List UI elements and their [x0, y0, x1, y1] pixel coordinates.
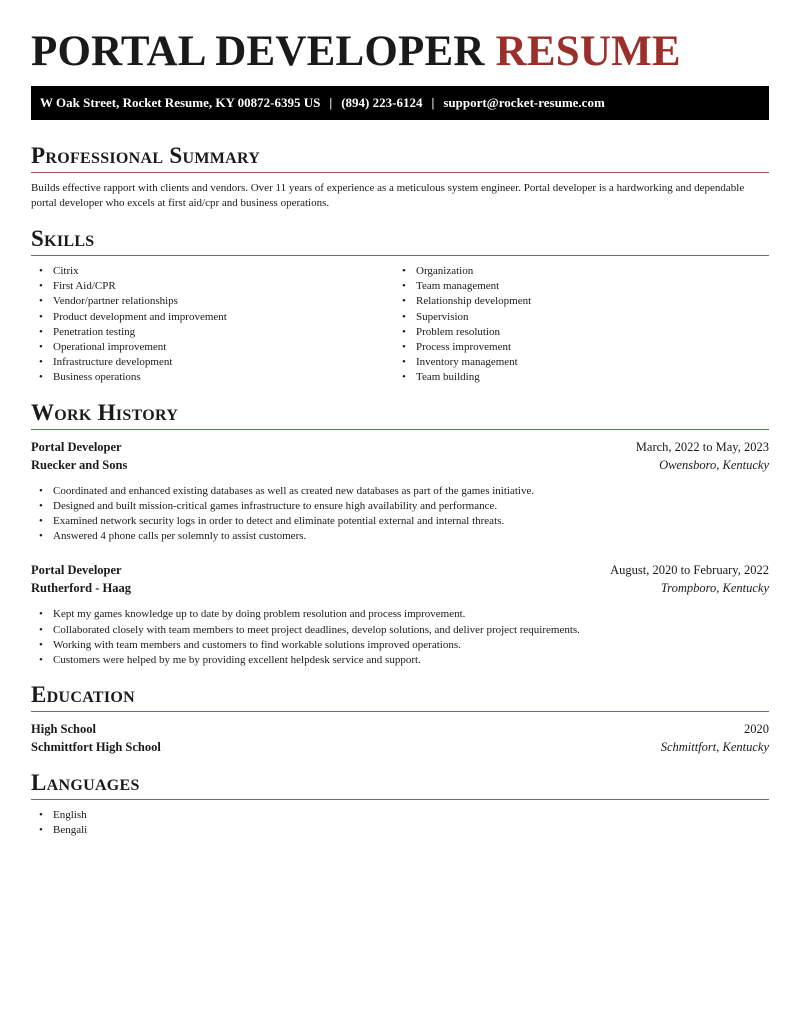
education-divider [31, 711, 769, 712]
job-location: Owensboro, Kentucky [659, 457, 769, 472]
skill-item: • Relationship development [394, 294, 757, 309]
title-main: PORTAL DEVELOPER [31, 28, 485, 75]
contact-email[interactable]: support@rocket-resume.com [443, 95, 605, 110]
summary-text: Builds effective rapport with clients and vendors. Over 11 years of experience as a meticulous system engineer. Portal developer is a hardworking and dependable portal developer who excels at first aid/cpr and business operations. [31, 182, 745, 209]
education-school: Schmittfort High School [31, 740, 161, 755]
job-dates: August, 2020 to February, 2022 [610, 563, 769, 578]
contact-separator: | [431, 95, 435, 110]
job-entry [31, 561, 769, 668]
education-location: Schmittfort, Kentucky [660, 740, 769, 755]
skill-item: • Operational improvement [31, 340, 394, 355]
education-year: 2020 [744, 722, 769, 737]
skills-divider [31, 255, 769, 256]
job-bullets [31, 484, 769, 545]
contact-address: W Oak Street, Rocket Resume, KY 00872-6395 US [40, 95, 321, 110]
skill-item: • Organization [394, 264, 757, 279]
skill-item: • Product development and improvement [31, 310, 394, 325]
education-header [31, 720, 769, 738]
work-divider [31, 429, 769, 430]
skill-item: • Supervision [394, 310, 757, 325]
skills-left-column [31, 264, 394, 386]
skill-item: • Problem resolution [394, 325, 757, 340]
skill-item: • Infrastructure development [31, 355, 394, 370]
job-title: Portal Developer [31, 563, 122, 578]
list-item: • Answered 4 phone calls per solemnly to assist customers. [31, 529, 769, 544]
job-title: Portal Developer [31, 439, 122, 454]
skills-list [31, 264, 769, 386]
education-heading: Education [31, 682, 135, 708]
job-subheader [31, 456, 769, 474]
list-item: • Bengali [31, 823, 769, 838]
job-header [31, 561, 769, 579]
languages-divider [31, 799, 769, 800]
contact-phone: (894) 223-6124 [341, 95, 423, 110]
summary-divider [31, 172, 769, 173]
title-accent: RESUME [495, 28, 681, 75]
contact-bar [31, 86, 769, 120]
list-item: • Customers were helped by me by providing excellent helpdesk service and support. [31, 653, 769, 668]
job-subheader [31, 579, 769, 597]
skill-item: • Vendor/partner relationships [31, 294, 394, 309]
skill-item: • Team management [394, 279, 757, 294]
skill-item: • Citrix [31, 264, 394, 279]
education-degree: High School [31, 722, 96, 737]
skill-item: • Business operations [31, 370, 394, 385]
education-entry [31, 720, 769, 756]
job-header [31, 438, 769, 456]
languages-heading: Languages [31, 770, 140, 796]
skills-heading: Skills [31, 226, 95, 251]
skill-item: • Team building [394, 370, 757, 385]
job-dates: March, 2022 to May, 2023 [635, 439, 769, 454]
list-item: • Kept my games knowledge up to date by doing problem resolution and process improvement. [31, 607, 769, 622]
job-entry [31, 438, 769, 545]
resume-title [31, 28, 769, 76]
resume-page [31, 0, 769, 839]
skill-item: • Process improvement [394, 340, 757, 355]
job-location: Trompboro, Kentucky [660, 581, 769, 596]
skill-item: • Inventory management [394, 355, 757, 370]
contact-separator: | [329, 95, 333, 110]
summary-heading: Professional Summary [31, 143, 261, 168]
list-item: • Collaborated closely with team members to meet project deadlines, develop solutions, and deliver project requirements. [31, 623, 769, 638]
list-item: • Working with team members and customers to find workable solutions improved operations. [31, 638, 769, 653]
job-company: Ruecker and Sons [31, 457, 128, 472]
list-item: • Coordinated and enhanced existing databases as well as created new databases as part of the games initiative. [31, 484, 769, 499]
skills-right-column [394, 264, 757, 386]
job-company: Rutherford - Haag [31, 581, 131, 596]
skill-item: • Penetration testing [31, 325, 394, 340]
list-item: • English [31, 808, 769, 823]
list-item: • Examined network security logs in order to detect and eliminate potential external and internal threats. [31, 514, 769, 529]
education-subheader [31, 738, 769, 756]
work-heading: Work History [31, 399, 179, 425]
job-bullets [31, 607, 769, 668]
skill-item: • First Aid/CPR [31, 279, 394, 294]
list-item: • Designed and built mission-critical games infrastructure to ensure high availability and performance. [31, 499, 769, 514]
languages-list [31, 808, 769, 838]
